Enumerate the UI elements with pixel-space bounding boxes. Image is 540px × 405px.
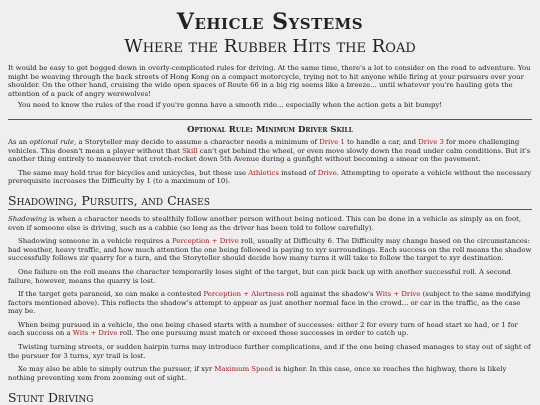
shadowing-paragraph-4: If the target gets paranoid, xe can make a contested Perception + Alertness roll against the shadow's Wits + Drive (subject to the same modifying factors mentioned above). This reflects the shadow's attempt to appear as just another normal face in the crowd... or car in the traffic, as the case may be. — [8, 290, 531, 316]
shadowing-paragraph-1: Shadowing is when a character needs to stealthily follow another person without being noticed. This can be done in a vehicle as simply as on foot, even if someone else is driving, such as a cabbie (so long as the driver has been told to follow carefully). — [8, 214, 522, 232]
sidebar-divider — [8, 119, 532, 120]
drive-link[interactable]: Drive 3 — [418, 137, 444, 146]
optional-rule-paragraph-1: As an optional rule, a Storyteller may decide to assume a character needs a minimum of Drive 1 to handle a car, and Drive 3 for more challenging vehicles. This doesn't mean a player without that Skill can't get behind the wheel, or even move slowly down the road under calm conditions. But it's another thing entirely to maneuver that crotch-rocket down 5th Avenue during a gunfight without becoming a smear on the pavement. — [8, 137, 531, 164]
page-title: Vehicle Systems — [176, 9, 364, 35]
optional-rule-paragraph-2: The same may hold true for bicycles and unicycles, but these use Athletics instead of Drive. Attempting to operate a vehicle without the necessary prerequisite increases the Difficulty by 1 (to a maximum of 10). — [8, 168, 532, 186]
shadowing-paragraph-7: Xe may also be able to simply outrun the pursuer, if xyr Maximum Speed is higher. In this case, once xe reaches the highway, there is likely nothing preventing xem from zooming out of sight. — [8, 365, 507, 382]
optional-rule-heading: Optional Rule: Minimum Driver Skill — [187, 124, 353, 135]
shadowing-paragraph-5: When being pursued in a vehicle, the one being chased starts with a number of successes: either 2 for every turn of head start xe had, or 1 for each success on a Wits + Drive roll. The one pursuing must match or exceed those successes in order to catch up. — [8, 320, 518, 338]
intro-paragraph-1: It would be easy to get bogged down in overly-complicated rules for driving. At the same time, there's a lot to consider on the road to adventure. You might be weaving through the back streets of Hong Kong on a compact motorcycle, trying not to hit anyone while firing at your pursuers over your shoulder. On the other hand, cruising the wide open spaces of Route 66 in a big rig seems like a breeze... until whatever you're hauling gets the attention of a pack of angry werewolves! — [8, 64, 531, 98]
intro-paragraph-2: You need to know the rules of the road if you're gonna have a smooth ride... especially when the action gets a bit bumpy! — [18, 101, 443, 110]
shadowing-paragraph-3: One failure on the roll means the character temporarily loses sight of the target, but can pick back up with another successful roll. A second failure, however, means the quarry is lost. — [8, 267, 511, 285]
skill-link[interactable]: Skill — [182, 146, 198, 155]
stunt-driving-heading: Stunt Driving — [8, 390, 94, 405]
wits-drive-link[interactable]: Wits + Drive — [72, 329, 118, 338]
athletics-link[interactable]: Athletics — [248, 168, 279, 177]
page-subtitle: Where the Rubber Hits the Road — [124, 36, 416, 57]
shadowing-paragraph-6: Twisting turning streets, or sudden hairpin turns may introduce further complications, and if the one being chased manages to stay out of sight of the pursuer for 3 turns, xyr trail is lost. — [8, 343, 531, 360]
shadowing-heading: Shadowing, Pursuits, and Chases — [8, 194, 532, 210]
drive-link[interactable]: Drive — [317, 168, 337, 177]
shadowing-paragraph-2: Shadowing someone in a vehicle requires a Perception + Drive roll, usually at Difficulty 6. The Difficulty may change based on the circumstances: bad weather, heavy traffic, and how much attention the one being followed is paying to xyr surroundings. Each success on the roll means the shadow successfully follows zir quarry for a turn, and the Storyteller should decide how many turns it will take to follow the target to xyr destination. — [8, 237, 532, 263]
perception-drive-link[interactable]: Perception + Drive — [172, 237, 239, 246]
drive-link[interactable]: Drive 1 — [319, 137, 345, 146]
maximum-speed-link[interactable]: Maximum Speed — [214, 365, 274, 374]
wits-drive-link[interactable]: Wits + Drive — [375, 290, 421, 299]
perception-alertness-link[interactable]: Perception + Alertness — [203, 290, 285, 299]
